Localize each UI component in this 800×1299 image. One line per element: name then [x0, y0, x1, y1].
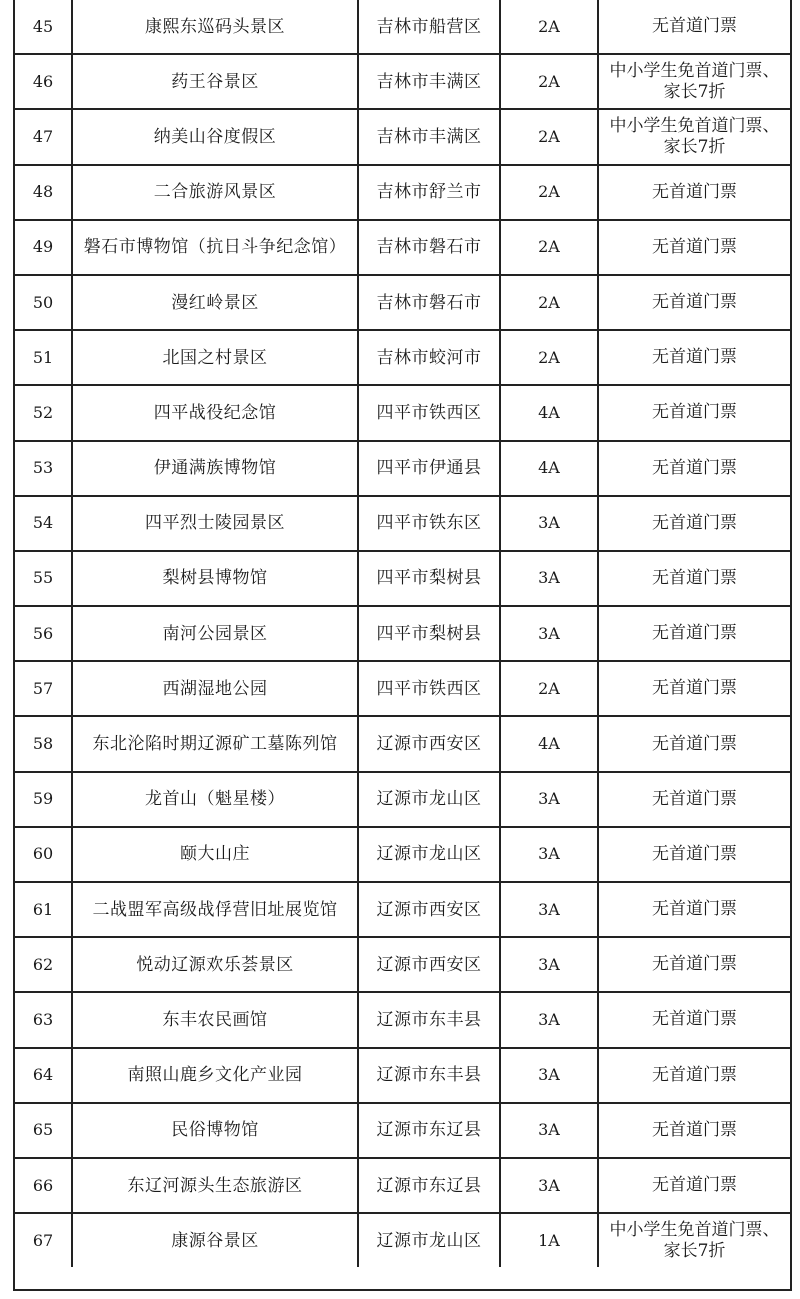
- ticket-policy-cell: 无首道门票: [598, 937, 790, 992]
- scenic-spot-name-cell: 磐石市博物馆（抗日斗争纪念馆）: [72, 220, 358, 275]
- grade-cell: 1A: [500, 1213, 598, 1267]
- row-number-cell: 66: [15, 1158, 72, 1213]
- table-row: [15, 882, 790, 937]
- ticket-policy-cell: 无首道门票: [598, 551, 790, 606]
- scenic-spot-name-cell: 康源谷景区: [72, 1213, 358, 1267]
- scenic-spot-name-cell: 二合旅游风景区: [72, 165, 358, 220]
- grade-cell: 3A: [500, 606, 598, 661]
- ticket-policy-cell: 中小学生免首道门票、家长7折: [598, 1213, 790, 1267]
- location-cell: 吉林市船营区: [358, 0, 500, 54]
- grade-cell: 2A: [500, 54, 598, 109]
- table-row: [15, 275, 790, 330]
- location-cell: 辽源市东丰县: [358, 1048, 500, 1103]
- grade-cell: 3A: [500, 827, 598, 882]
- grade-cell: 3A: [500, 992, 598, 1047]
- table-row: [15, 54, 790, 109]
- ticket-policy-cell: 无首道门票: [598, 882, 790, 937]
- location-cell: 四平市铁东区: [358, 496, 500, 551]
- scenic-spot-name-cell: 四平烈士陵园景区: [72, 496, 358, 551]
- location-cell: 辽源市龙山区: [358, 827, 500, 882]
- location-cell: 吉林市磐石市: [358, 275, 500, 330]
- scenic-spot-name-cell: 南照山鹿乡文化产业园: [72, 1048, 358, 1103]
- row-number-cell: 52: [15, 385, 72, 440]
- grade-cell: 4A: [500, 385, 598, 440]
- table-row: [15, 661, 790, 716]
- table-row: [15, 1158, 790, 1213]
- row-number-cell: 59: [15, 772, 72, 827]
- ticket-policy-cell: 无首道门票: [598, 496, 790, 551]
- location-cell: 吉林市蛟河市: [358, 330, 500, 385]
- scenic-spot-name-cell: 伊通满族博物馆: [72, 441, 358, 496]
- table-row: [15, 496, 790, 551]
- grade-cell: 4A: [500, 441, 598, 496]
- ticket-policy-cell: 无首道门票: [598, 220, 790, 275]
- location-cell: 辽源市东辽县: [358, 1158, 500, 1213]
- scenic-spot-name-cell: 西湖湿地公园: [72, 661, 358, 716]
- grade-cell: 4A: [500, 716, 598, 771]
- location-cell: 辽源市东丰县: [358, 992, 500, 1047]
- ticket-policy-cell: 无首道门票: [598, 330, 790, 385]
- row-number-cell: 63: [15, 992, 72, 1047]
- grade-cell: 3A: [500, 1158, 598, 1213]
- ticket-policy-cell: 无首道门票: [598, 165, 790, 220]
- row-number-cell: 48: [15, 165, 72, 220]
- row-number-cell: 50: [15, 275, 72, 330]
- grade-cell: 3A: [500, 772, 598, 827]
- scenic-spot-name-cell: 二战盟军高级战俘营旧址展览馆: [72, 882, 358, 937]
- row-number-cell: 57: [15, 661, 72, 716]
- location-cell: 吉林市丰满区: [358, 109, 500, 164]
- scenic-spot-name-cell: 康熙东巡码头景区: [72, 0, 358, 54]
- grade-cell: 3A: [500, 1048, 598, 1103]
- row-number-cell: 58: [15, 716, 72, 771]
- location-cell: 辽源市东辽县: [358, 1103, 500, 1158]
- scenic-spot-name-cell: 南河公园景区: [72, 606, 358, 661]
- table-row: [15, 109, 790, 164]
- location-cell: 四平市梨树县: [358, 551, 500, 606]
- grade-cell: 2A: [500, 275, 598, 330]
- scenic-spot-name-cell: 北国之村景区: [72, 330, 358, 385]
- location-cell: 吉林市丰满区: [358, 54, 500, 109]
- grade-cell: 2A: [500, 165, 598, 220]
- location-cell: 吉林市磐石市: [358, 220, 500, 275]
- grade-cell: 3A: [500, 551, 598, 606]
- row-number-cell: 51: [15, 330, 72, 385]
- table-row: [15, 551, 790, 606]
- location-cell: 辽源市西安区: [358, 937, 500, 992]
- row-number-cell: 60: [15, 827, 72, 882]
- grade-cell: 3A: [500, 496, 598, 551]
- table-row: [15, 937, 790, 992]
- ticket-policy-cell: 无首道门票: [598, 606, 790, 661]
- grade-cell: 2A: [500, 330, 598, 385]
- scenic-spot-name-cell: 悦动辽源欢乐荟景区: [72, 937, 358, 992]
- ticket-policy-cell: 无首道门票: [598, 1158, 790, 1213]
- grade-cell: 3A: [500, 1103, 598, 1158]
- table-row: [15, 330, 790, 385]
- location-cell: 辽源市西安区: [358, 882, 500, 937]
- table-row: [15, 441, 790, 496]
- table-row: [15, 827, 790, 882]
- row-number-cell: 49: [15, 220, 72, 275]
- ticket-policy-cell: 无首道门票: [598, 385, 790, 440]
- ticket-policy-cell: 无首道门票: [598, 0, 790, 54]
- table-row: [15, 0, 790, 54]
- table-row: [15, 606, 790, 661]
- scenic-spots-grid: [15, 0, 790, 1267]
- location-cell: 吉林市舒兰市: [358, 165, 500, 220]
- row-number-cell: 67: [15, 1213, 72, 1267]
- row-number-cell: 53: [15, 441, 72, 496]
- ticket-policy-cell: 无首道门票: [598, 1103, 790, 1158]
- location-cell: 四平市铁西区: [358, 661, 500, 716]
- location-cell: 辽源市西安区: [358, 716, 500, 771]
- scenic-spot-name-cell: 纳美山谷度假区: [72, 109, 358, 164]
- grade-cell: 3A: [500, 937, 598, 992]
- scenic-spots-table: [13, 0, 792, 1291]
- grade-cell: 3A: [500, 882, 598, 937]
- row-number-cell: 47: [15, 109, 72, 164]
- location-cell: 四平市伊通县: [358, 441, 500, 496]
- location-cell: 四平市梨树县: [358, 606, 500, 661]
- scenic-spot-name-cell: 东北沦陷时期辽源矿工墓陈列馆: [72, 716, 358, 771]
- scenic-spot-name-cell: 四平战役纪念馆: [72, 385, 358, 440]
- grade-cell: 2A: [500, 661, 598, 716]
- table-row: [15, 1213, 790, 1267]
- scenic-spot-name-cell: 漫红岭景区: [72, 275, 358, 330]
- scenic-spot-name-cell: 龙首山（魁星楼）: [72, 772, 358, 827]
- grade-cell: 2A: [500, 109, 598, 164]
- table-row: [15, 165, 790, 220]
- row-number-cell: 54: [15, 496, 72, 551]
- row-number-cell: 64: [15, 1048, 72, 1103]
- scenic-spot-name-cell: 颐大山庄: [72, 827, 358, 882]
- table-row: [15, 385, 790, 440]
- row-number-cell: 56: [15, 606, 72, 661]
- ticket-policy-cell: 无首道门票: [598, 661, 790, 716]
- table-row: [15, 772, 790, 827]
- table-row: [15, 992, 790, 1047]
- ticket-policy-cell: 无首道门票: [598, 441, 790, 496]
- scenic-spot-name-cell: 民俗博物馆: [72, 1103, 358, 1158]
- scenic-spot-name-cell: 东丰农民画馆: [72, 992, 358, 1047]
- ticket-policy-cell: 中小学生免首道门票、家长7折: [598, 109, 790, 164]
- ticket-policy-cell: 无首道门票: [598, 1048, 790, 1103]
- ticket-policy-cell: 无首道门票: [598, 716, 790, 771]
- ticket-policy-cell: 无首道门票: [598, 992, 790, 1047]
- scenic-spot-name-cell: 药王谷景区: [72, 54, 358, 109]
- ticket-policy-cell: 无首道门票: [598, 772, 790, 827]
- row-number-cell: 46: [15, 54, 72, 109]
- ticket-policy-cell: 中小学生免首道门票、家长7折: [598, 54, 790, 109]
- location-cell: 辽源市龙山区: [358, 772, 500, 827]
- table-row: [15, 1103, 790, 1158]
- location-cell: 四平市铁西区: [358, 385, 500, 440]
- scenic-spot-name-cell: 梨树县博物馆: [72, 551, 358, 606]
- scenic-spot-name-cell: 东辽河源头生态旅游区: [72, 1158, 358, 1213]
- ticket-policy-cell: 无首道门票: [598, 275, 790, 330]
- location-cell: 辽源市龙山区: [358, 1213, 500, 1267]
- table-row: [15, 1048, 790, 1103]
- table-row: [15, 716, 790, 771]
- row-number-cell: 45: [32, 16, 54, 36]
- table-body: [15, 0, 790, 1267]
- row-number-cell: 61: [15, 882, 72, 937]
- row-number-cell: 65: [15, 1103, 72, 1158]
- grade-cell: 2A: [500, 220, 598, 275]
- table-row: [15, 220, 790, 275]
- ticket-policy-cell: 无首道门票: [598, 827, 790, 882]
- row-number-cell: 62: [15, 937, 72, 992]
- row-number-cell: 55: [15, 551, 72, 606]
- grade-cell: 2A: [500, 0, 598, 54]
